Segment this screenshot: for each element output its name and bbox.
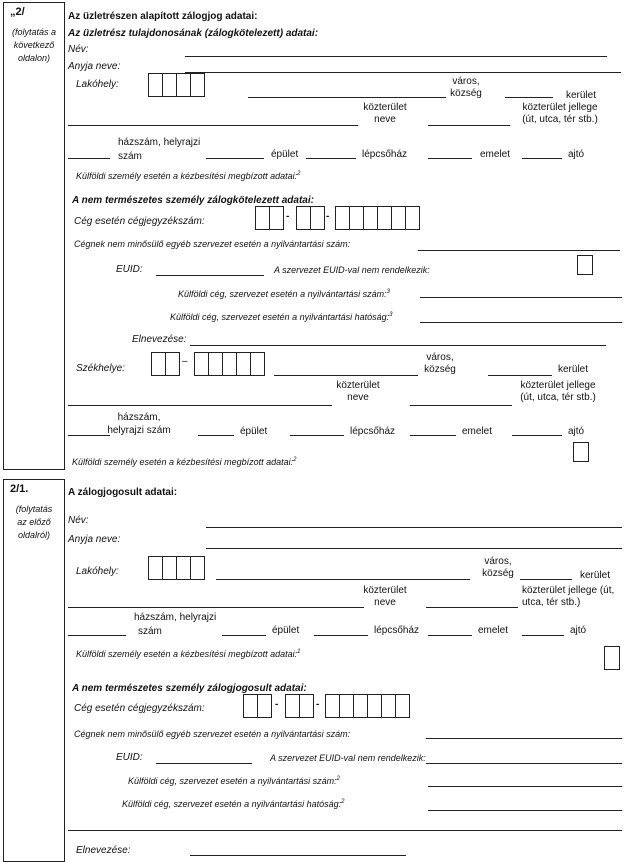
foreign-reg-authority-label: Külföldi cég, szervezet esetén a nyilvántartási hatóság:$^3$ — [170, 312, 393, 322]
door-field[interactable] — [522, 158, 562, 159]
nonnatural-pledgee-title: A nem természetes személy zálogjogosult adatai: — [72, 683, 307, 694]
name-field[interactable] — [185, 56, 607, 57]
pledgee-org-name-field[interactable] — [190, 855, 406, 856]
street-name-field[interactable] — [68, 125, 358, 126]
seat-floor-field[interactable] — [410, 435, 456, 436]
seat-foreign-agent-label: Külföldi személy esetén a kézbesítési megbízott adatai:$^2$ — [72, 457, 297, 467]
pledgee-city-label: város, község — [482, 556, 514, 579]
pledgee-staircase-label: lépcsőház — [374, 625, 420, 636]
foreign-reg-number-label: Külföldi cég, szervezet esetén a nyilvántartási szám:$^3$ — [178, 289, 390, 299]
seat-staircase-label: lépcsőház — [350, 426, 396, 437]
door-label: ajtó — [568, 149, 585, 160]
pledgee-floor-field[interactable] — [428, 635, 472, 636]
no-euid-label: A szervezet EUID-val nem rendelkezik: — [274, 265, 430, 275]
pledgee-org-name-label: Elnevezése: — [76, 845, 131, 856]
seat-staircase-field[interactable] — [290, 435, 344, 436]
seat-door-label: ajtó — [568, 426, 585, 437]
pledgee-name-field[interactable] — [206, 527, 622, 528]
foreign-reg-number-field[interactable] — [420, 297, 622, 298]
pledgee-foreign-reg-authority-label: Külföldi cég, szervezet esetén a nyilvántartási hatóság:$^2$ — [122, 799, 345, 809]
pledgee-house-number-field[interactable] — [68, 635, 126, 636]
section-2-continuation: (folytatás a következő oldalon) — [11, 27, 57, 63]
street-type-field[interactable] — [428, 125, 510, 126]
seat-street-type-label: közterület jellege (út, utca, tér stb.) — [520, 380, 596, 403]
section-21-title: A zálogjogosult adatai: — [68, 487, 178, 498]
pledgee-street-name-label: közterület neve — [363, 585, 407, 608]
pledgee-euid-label: EUID: — [116, 752, 143, 763]
floor-field[interactable] — [428, 158, 472, 159]
seat-building-field[interactable] — [198, 435, 234, 436]
building-label: épület — [271, 149, 299, 160]
building-field[interactable] — [206, 158, 264, 159]
district-field[interactable] — [505, 97, 553, 98]
other-org-label: Cégnek nem minősülő egyéb szervezet esetén a nyilvántartási szám: — [74, 239, 351, 249]
pledgee-street-type-label: közterület jellege (út, utca, tér stb.) — [522, 585, 615, 608]
euid-label: EUID: — [116, 264, 143, 275]
pledgee-foreign-agent-checkbox[interactable] — [604, 646, 620, 670]
seat-street-name-label: közterület neve — [336, 380, 380, 403]
city-field[interactable] — [248, 97, 446, 98]
street-type-label: közterület jellege (út, utca, tér stb.) — [522, 102, 598, 125]
floor-label: emelet — [480, 149, 511, 160]
pledgee-residence-label: Lakóhely: — [76, 566, 119, 577]
pledgee-no-euid-field[interactable] — [426, 763, 622, 764]
seat-floor-label: emelet — [462, 426, 493, 437]
pledgee-foreign-reg-authority-field[interactable] — [428, 810, 622, 811]
seat-street-name-field[interactable] — [68, 405, 332, 406]
foreign-agent-label: Külföldi személy esetén a kézbesítési megbízott adatai:$^2$ — [76, 171, 301, 181]
seat-district-label: kerület — [558, 364, 589, 375]
pledgee-foreign-reg-number-label: Külföldi cég, szervezet esetén a nyilvántartási szám:$^2$ — [128, 776, 340, 786]
residence-label: Lakóhely: — [76, 79, 119, 90]
pledgee-building-field[interactable] — [222, 635, 266, 636]
section-2-number: „2/ — [10, 6, 25, 18]
nonnatural-owner-title: A nem természetes személy zálogkötelezett adatai: — [72, 195, 314, 206]
pledgee-street-type-field[interactable] — [426, 607, 518, 608]
seat-street-type-field[interactable] — [410, 405, 512, 406]
pledgee-euid-field[interactable] — [156, 763, 252, 764]
seat-foreign-agent-checkbox[interactable] — [573, 442, 589, 462]
pledgee-floor-label: emelet — [478, 625, 509, 636]
pledgee-name-label: Név: — [68, 515, 89, 526]
street-name-label: közterület neve — [363, 102, 407, 125]
other-org-field[interactable] — [418, 250, 620, 251]
section-2-title: Az üzletrészen alapított zálogjog adatai: — [68, 11, 258, 22]
company-reg-label: Cég esetén cégjegyzékszám: — [74, 216, 205, 227]
city-label: város, község — [450, 76, 482, 99]
name-label: Név: — [68, 44, 89, 55]
pledgee-district-label: kerület — [580, 570, 611, 581]
pledgee-mother-name-label: Anyja neve: — [68, 534, 121, 545]
staircase-label: lépcsőház — [362, 149, 408, 160]
no-euid-checkbox[interactable] — [577, 255, 593, 275]
pledgee-foreign-reg-number-field[interactable] — [428, 786, 622, 787]
pledgee-foreign-agent-label: Külföldi személy esetén a kézbesítési megbízott adatai:$^1$ — [76, 649, 301, 659]
seat-district-field[interactable] — [488, 375, 552, 376]
pledgee-district-field[interactable] — [520, 579, 572, 580]
org-name-field[interactable] — [190, 345, 606, 346]
section-2-side-box — [3, 2, 65, 470]
seat-building-label: épület — [240, 426, 268, 437]
pledgee-company-reg-label: Cég esetén cégjegyzékszám: — [74, 703, 205, 714]
pledgee-street-name-field[interactable] — [68, 607, 364, 608]
pledgee-door-label: ajtó — [570, 625, 587, 636]
mother-name-label: Anyja neve: — [68, 61, 121, 72]
pledgee-mother-name-field[interactable] — [206, 548, 622, 549]
seat-door-field[interactable] — [512, 435, 562, 436]
pledgee-staircase-field[interactable] — [314, 635, 368, 636]
seat-house-number-label: házszám, helyrajzi szám — [107, 412, 171, 436]
pledgee-building-label: épület — [272, 625, 300, 636]
seat-city-label: város, község — [424, 352, 456, 375]
pledgee-other-org-label: Cégnek nem minősülő egyéb szervezet esetén a nyilvántartási szám: — [74, 729, 351, 739]
section-21-number: 2/1. — [10, 483, 29, 495]
euid-field[interactable] — [156, 275, 264, 276]
staircase-field[interactable] — [306, 158, 356, 159]
seat-city-field[interactable] — [274, 375, 418, 376]
pledgee-divider-line — [68, 830, 622, 831]
house-number-field[interactable] — [68, 158, 110, 159]
org-name-label: Elnevezése: — [132, 334, 187, 345]
pledgee-other-org-field[interactable] — [426, 738, 622, 739]
owner-subtitle: Az üzletrész tulajdonosának (zálogkötelezett) adatai: — [68, 28, 319, 39]
seat-label: Székhelye: — [76, 363, 125, 374]
district-label: kerület — [566, 90, 597, 101]
foreign-reg-authority-field[interactable] — [420, 322, 622, 323]
pledgee-house-number-label: házszám, helyrajzi szám — [134, 612, 217, 637]
pledgee-city-field[interactable] — [216, 579, 470, 580]
pledgee-no-euid-label: A szervezet EUID-val nem rendelkezik: — [270, 753, 426, 763]
section-21-continuation: (folytatás az előző oldalról) — [15, 504, 53, 540]
house-number-label: házszám, helyrajzi szám — [118, 137, 201, 162]
pledgee-door-field[interactable] — [522, 635, 564, 636]
mother-name-field[interactable] — [185, 72, 621, 73]
